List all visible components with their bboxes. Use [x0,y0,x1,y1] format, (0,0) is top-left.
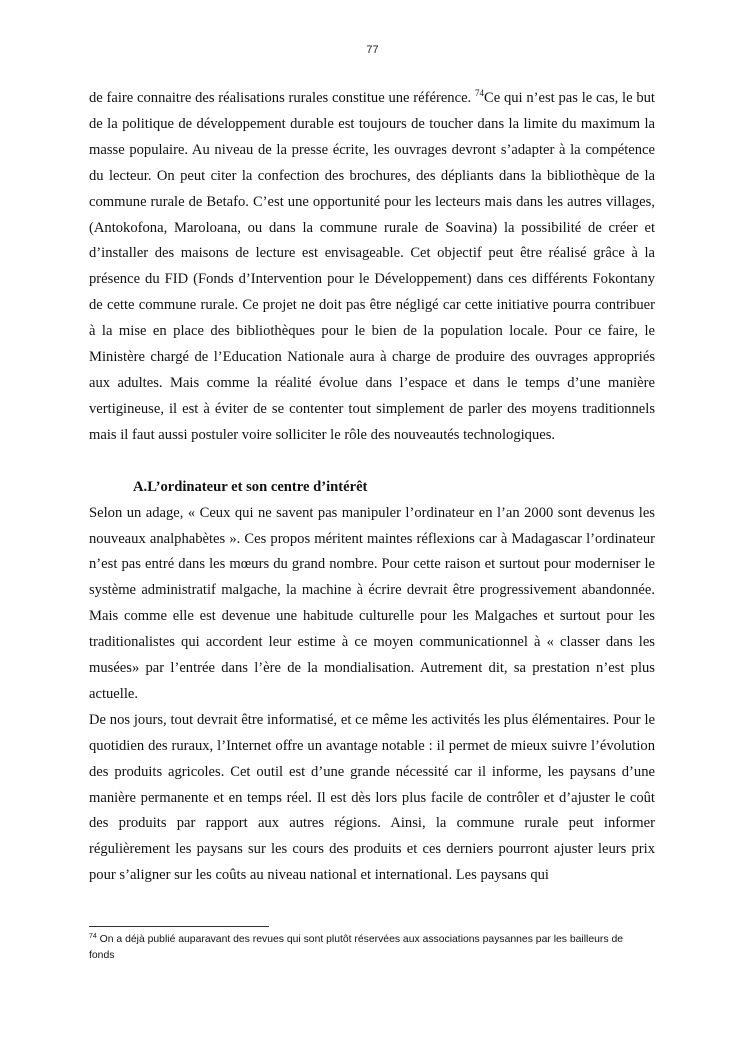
paragraph-1-start: de faire connaitre des réalisations rurales constitue une référence. [89,90,475,106]
page-number: 77 [366,44,379,56]
footnote-reference[interactable]: 74 [474,88,484,98]
paragraph-1 [89,86,655,449]
paragraph-3: De nos jours, tout devrait être informatisé, et ce même les activités les plus élémentaires. Pour le quotidien des ruraux, l’Internet offre un avantage notable : il permet de mieux suivre l’évolution des produits agricoles. Cet outil est d’une grande nécessité car il informe, les paysans d’une manière permanente et en temps réel. Il est dès lors plus facile de contrôler et d’ajuster le coût des produits par rapport aux autres régions. Ainsi, la commune rurale peut informer régulièrement les paysans sur les cours des produits et ces derniers pourront ajuster leurs prix pour s’aligner sur les coûts au niveau national et international. Les paysans qui [89,711,655,884]
footnote [89,932,649,964]
footnote-separator [89,926,269,927]
paragraph-1-rest: Ce qui n’est pas le cas, le but de la politique de développement durable est toujours de toucher dans la limite du maximum la masse populaire. Au niveau de la presse écrite, les ouvrages devront s’adapter à la compétence du lecteur. On peut citer la confection des brochures, des dépliants dans la bibliothèque de la commune rurale de Betafo. C’est une opportunité pour les lecteurs mais dans les autres villages, (Antokofona, Maroloana, ou dans la commune rurale de Soavina) la possibilité de créer et d’installer des maisons de lecture est envisageable. Cet objectif peut être réalisé grâce à la présence du FID (Fonds d’Intervention pour le Développement) dans ces différents Fokontany de cette commune rurale. Ce projet ne doit pas être négligé car cette initiative pourra contribuer à la mise en place des bibliothèques pour le bien de la population locale. Pour ce faire, le Ministère chargé de l’Education Nationale aura à charge de produire des ouvrages appropriés aux adultes. Mais comme la réalité évolue dans l’espace et dans le temps d’une manière vertigineuse, il est à éviter de se contenter tout simplement de parler des moyens traditionnels mais il faut aussi postuler voire solliciter le rôle des nouveautés technologiques. [89,90,655,443]
footnote-number: 74 [89,933,97,940]
section-heading: A.L’ordinateur et son centre d’intérêt [133,478,368,495]
paragraph-gap [89,449,655,475]
paragraph-2: Selon un adage, « Ceux qui ne savent pas manipuler l’ordinateur en l’an 2000 sont devenus les nouveaux analphabètes ». Ces propos méritent maintes réflexions car à Madagascar l’ordinateur n’est pas entré dans les mœurs du grand nombre. Pour cette raison et surtout pour moderniser le système administratif malgache, la machine à écrire devrait être progressivement abandonnée. Mais comme elle est devenue une habitude culturelle pour les Malgaches et surtout pour les traditionalistes qui accordent leur estime à ce moyen communicationnel à « classer dans les musées» par l’entrée dans l’ère de la mondialisation. Autrement dit, sa prestation n’est plus actuelle. [89,504,655,702]
footnote-text: On a déjà publié auparavant des revues qui sont plutôt réservées aux associations paysannes par les bailleurs de fonds [89,934,624,961]
body-text [89,86,655,889]
